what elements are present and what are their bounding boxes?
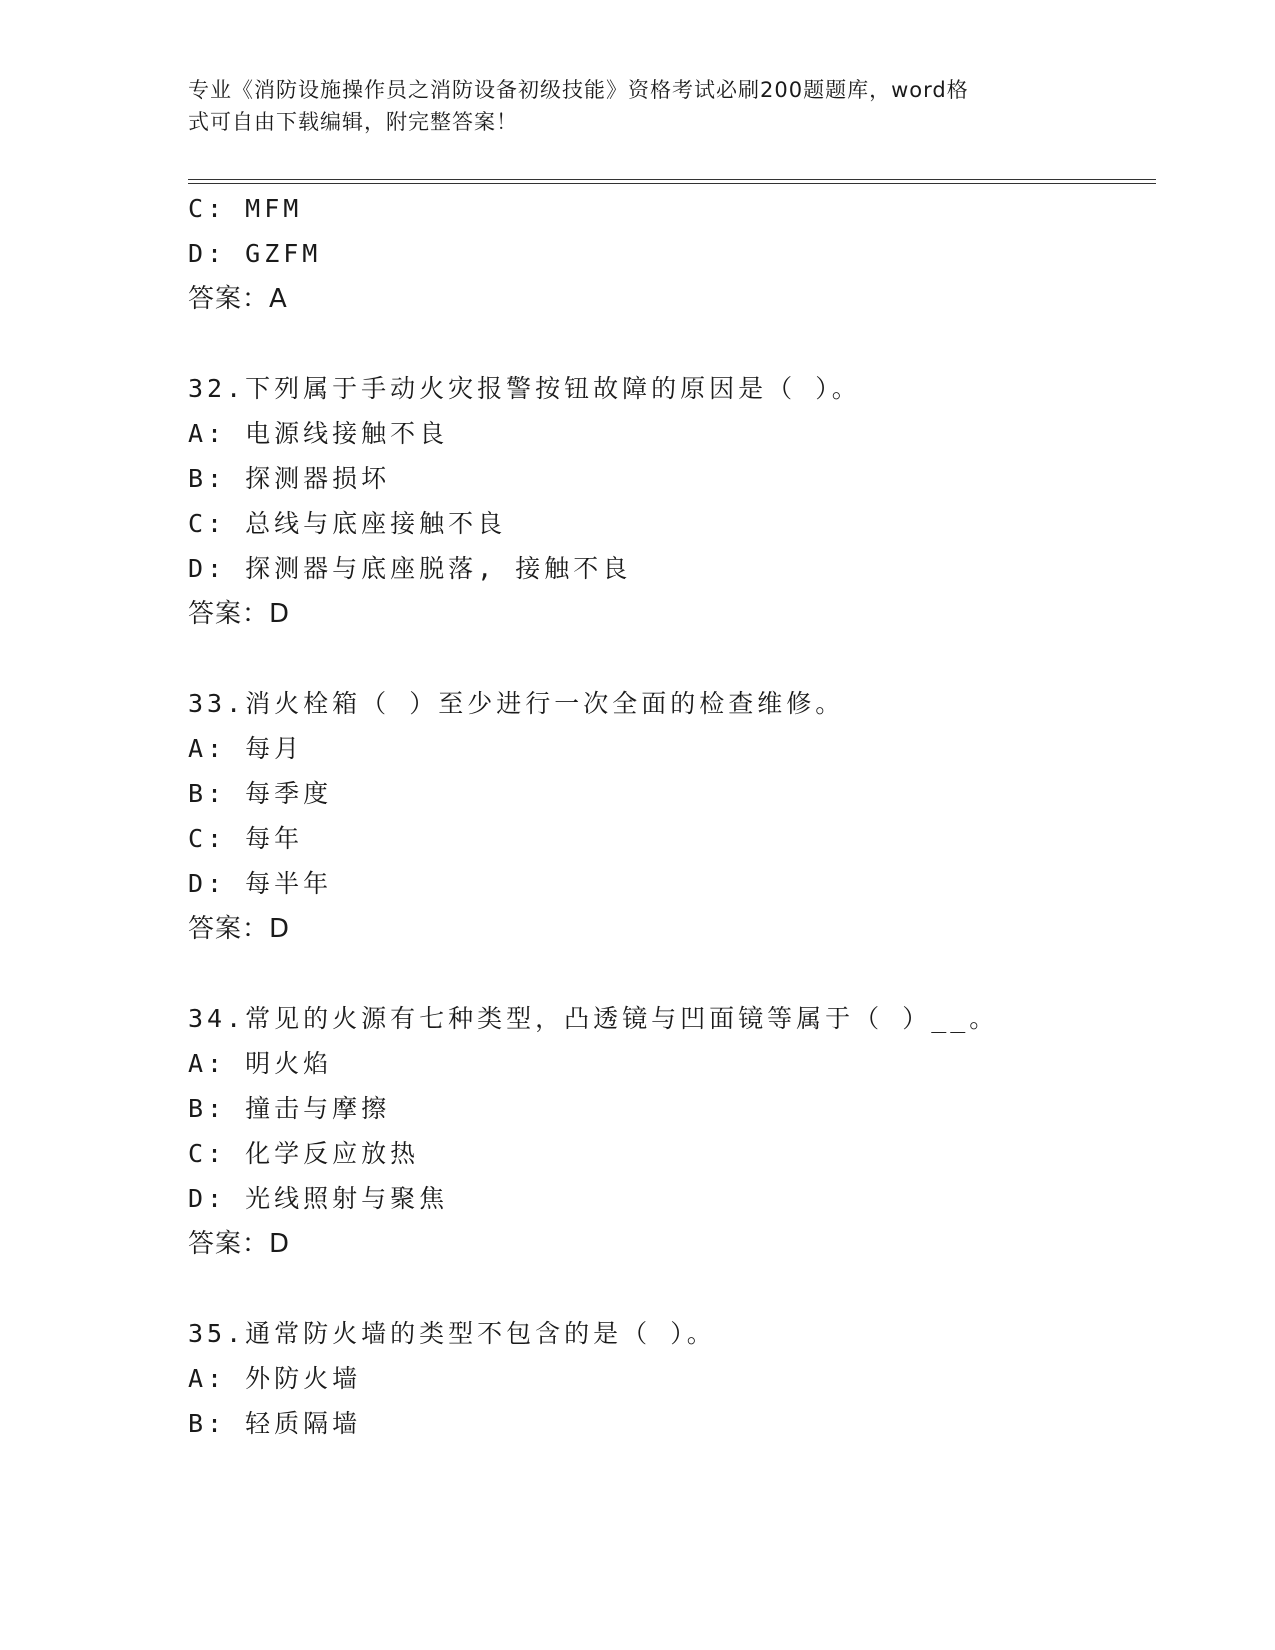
- question-32-option-b: B: 探测器损坏: [188, 464, 391, 493]
- question-32-option-d: D: 探测器与底座脱落, 接触不良: [188, 554, 632, 583]
- question-33-answer: 答案：D: [188, 914, 291, 944]
- question-33-option-d: D: 每半年: [188, 869, 333, 898]
- question-35-option-a: A: 外防火墙: [188, 1364, 362, 1393]
- header-line-2: 式可自由下载编辑，附完整答案！: [188, 110, 518, 134]
- header-divider-bottom: [188, 183, 1156, 184]
- prev-option-d: D: GZFM: [188, 239, 322, 268]
- question-33-option-c: C: 每年: [188, 824, 304, 853]
- question-33-option-a: A: 每月: [188, 734, 304, 763]
- document-header: [188, 74, 1068, 138]
- question-34-answer: 答案：D: [188, 1229, 291, 1259]
- question-32-stem: 32.下列属于手动火灾报警按钮故障的原因是（ ）。: [188, 374, 861, 403]
- question-32-option-a: A: 电源线接触不良: [188, 419, 449, 448]
- question-34-option-d: D: 光线照射与聚焦: [188, 1184, 449, 1213]
- question-33-stem: 33.消火栓箱（ ）至少进行一次全面的检查维修。: [188, 689, 845, 718]
- question-33-option-b: B: 每季度: [188, 779, 333, 808]
- prev-answer: 答案：A: [188, 284, 288, 314]
- question-34-option-c: C: 化学反应放热: [188, 1139, 420, 1168]
- prev-option-c: C: MFM: [188, 194, 303, 223]
- header-divider-top: [188, 179, 1156, 180]
- question-32-answer: 答案：D: [188, 599, 291, 629]
- header-line-1: 专业《消防设施操作员之消防设备初级技能》资格考试必刷200题题库，word格: [188, 78, 969, 102]
- question-35-stem: 35.通常防火墙的类型不包含的是（ ）。: [188, 1319, 716, 1348]
- question-32-option-c: C: 总线与底座接触不良: [188, 509, 507, 538]
- question-35-option-b: B: 轻质隔墙: [188, 1409, 362, 1438]
- question-34-stem: 34.常见的火源有七种类型，凸透镜与凹面镜等属于（ ）__。: [188, 1004, 999, 1033]
- question-34-option-a: A: 明火焰: [188, 1049, 333, 1078]
- question-34-option-b: B: 撞击与摩擦: [188, 1094, 391, 1123]
